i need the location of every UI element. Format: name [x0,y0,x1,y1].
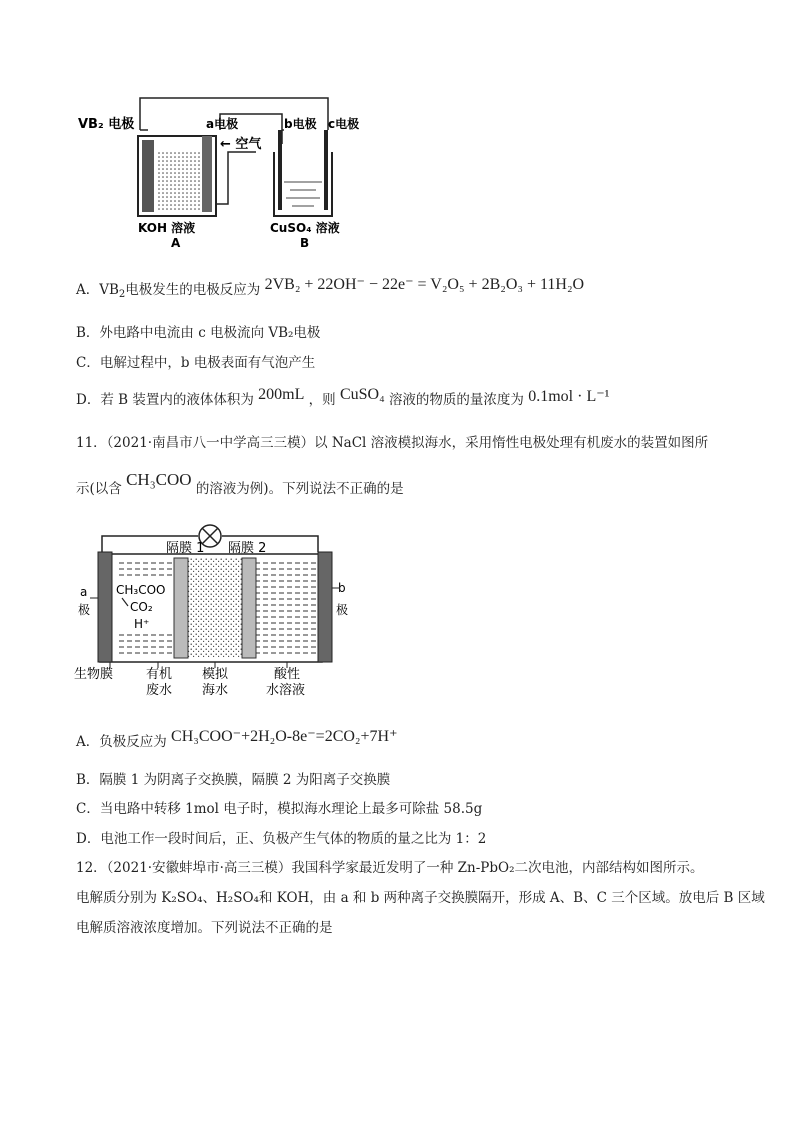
membrane-2-label: 隔膜 2 [228,541,267,556]
q11-a-equation: CH₃COO⁻+2H₂O-8e⁻=2CO₂+7H⁺ [171,728,398,745]
label-A: A [171,236,181,250]
q11-stem-line1: 11．（2021·南昌市八一中学高三三模）以 NaCl 溶液模拟海水，采用惰性电极处理有机废水的装置如图所 [76,435,709,451]
electrode-b-label-2: 极 [336,603,349,617]
label-B: B [300,236,310,250]
electrode-b-label: b [338,581,346,595]
label-c-electrode: c电极 [328,117,360,131]
species-ch3coo: CH₃COO [116,583,166,597]
q11-option-a: A．负极反应为 CH₃COO⁻+2H₂O-8e⁻=2CO₂+7H⁺ [76,728,398,750]
q10-d-salt: CuSO₄ [339,386,385,403]
label-seawater-1: 模拟 [202,667,229,682]
label-koh: KOH 溶液 [138,221,196,235]
q10-option-a: A．$VB_2$电极发生的电极反应为 2VB₂ + 22OH⁻ − 22e⁻ = V₂O₅ + 2B₂O₃ + 11H₂O [76,276,585,300]
label-acidic-1: 酸性 [274,667,301,682]
species-h: H⁺ [134,617,150,631]
label-air: ← 空气 [220,137,262,152]
membrane-1-label: 隔膜 1 [166,541,205,556]
label-cuso4: CuSO₄ 溶液 [270,221,340,235]
q12-stem-line2: 电解质分别为 K₂SO₄、H₂SO₄和 KOH，由 a 和 b 两种离子交换膜隔开，形成 A、B、C 三个区域。放电后 B 区域 [76,890,765,906]
q10-option-c: C．电解过程中，b 电极表面有气泡产生 [76,355,316,371]
q12-stem-line3: 电解质溶液浓度增加。下列说法不正确的是 [76,920,333,936]
q10-option-d: D．若 B 装置内的液体体积为 200mL ，则 CuSO₄ 溶液的物质的量浓度为 0.1mol · L⁻¹ [76,386,610,408]
desalination-cell-figure [70,518,360,703]
label-organic-1: 有机 [146,667,173,682]
label-biofilm: 生物膜 [74,667,114,682]
q10-d-volume: 200mL [258,386,305,403]
q11-stem-formula: CH₃COO [126,470,192,489]
label-b-electrode: b电极 [284,117,317,131]
label-acidic-2: 水溶液 [266,683,306,698]
q11-option-b: B．隔膜 1 为阴离子交换膜，隔膜 2 为阳离子交换膜 [76,772,391,788]
q11-stem-line2: 示(以含 CH₃COO 的溶液为例)。下列说法不正确的是 [76,470,404,497]
battery-electrolysis-figure [70,92,390,252]
label-seawater-2: 海水 [202,683,229,698]
label-vb2: VB₂ 电极 [78,117,135,132]
q10-option-b: B．外电路中电流由 c 电极流向 VB₂电极 [76,325,321,341]
q10-d-concentration: 0.1mol · L⁻¹ [528,388,610,405]
label-organic-2: 废水 [146,683,173,698]
q10-a-equation: 2VB₂ + 22OH⁻ − 22e⁻ = V₂O₅ + 2B₂O₃ + 11H₂O [264,276,585,293]
q11-option-d: D．电池工作一段时间后，正、负极产生气体的物质的量之比为 1：2 [76,831,487,847]
electrode-a-label-2: 极 [78,603,91,617]
label-a-electrode: a电极 [206,117,239,131]
q11-option-c: C．当电路中转移 1mol 电子时，模拟海水理论上最多可除盐 58.5g [76,801,483,817]
species-co2: CO₂ [130,600,153,614]
q12-stem-line1: 12．（2021·安徽蚌埠市·高三三模）我国科学家最近发明了一种 Zn-PbO₂二次电池，内部结构如图所示。 [76,860,704,876]
electrode-a-label: a [80,585,88,599]
